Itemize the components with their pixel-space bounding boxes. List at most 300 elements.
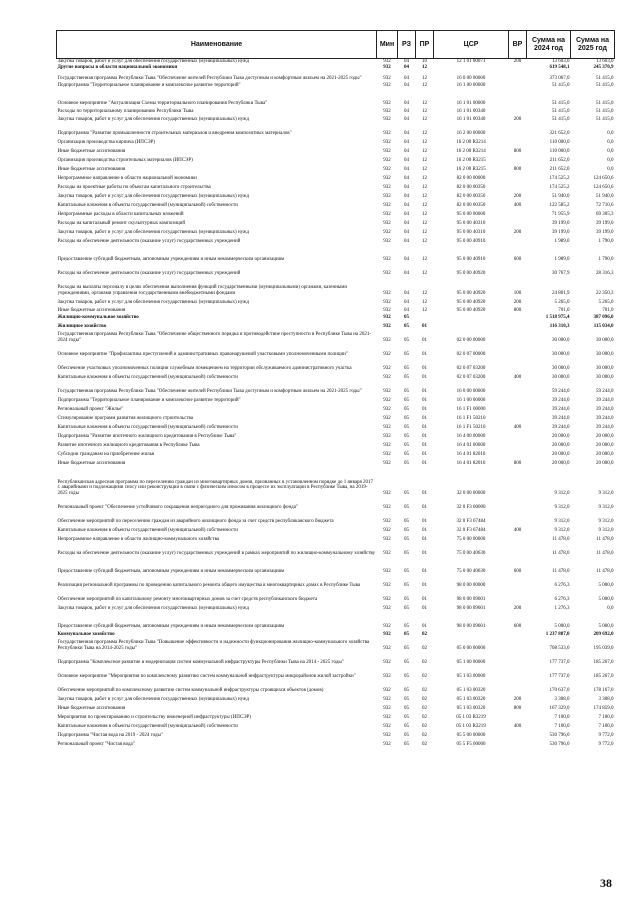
row-min: 932	[383, 697, 391, 702]
table-row	[57, 89, 615, 107]
row-name: Обеспечение мероприятий по переселению граждан из аварийного жилищного фонда за счет средств республиканского бюджета	[57, 519, 334, 524]
table-row	[57, 137, 615, 146]
table-row	[57, 182, 615, 191]
row-min: 932	[383, 212, 391, 217]
row-sum2024: 5 000,0	[554, 624, 570, 629]
row-min: 932	[383, 660, 391, 665]
row-sum2024: 9 312,0	[554, 519, 570, 524]
row-pr: 01	[422, 452, 427, 457]
row-vr	[509, 511, 527, 525]
row-name: Закупка товаров, работ и услуг для обеспечения государственных (муниципальных) нужд	[57, 606, 250, 611]
row-sum2024: 211 652,0	[549, 167, 570, 172]
row-pr: 12	[422, 212, 427, 217]
row-name: Капитальные вложения в объекты государственной (муниципальной) собственности	[57, 425, 238, 430]
row-name: Организация производства строительных материалов (ИПСЭР)	[57, 158, 193, 163]
table-row	[57, 358, 615, 372]
row-rz: 05	[404, 434, 409, 439]
row-sum2025: 30 000,0	[596, 375, 614, 380]
row-sum2024: 373 067,0	[549, 76, 570, 81]
row-rz: 04	[404, 149, 409, 154]
row-csr: 75 0 00 00000	[456, 537, 486, 542]
row-sum2025: 51 415,0	[596, 117, 614, 122]
row-rz: 04	[404, 230, 409, 235]
row-sum2025: 9 312,0	[598, 528, 614, 533]
row-rz: 04	[404, 167, 409, 172]
row-vr	[509, 666, 527, 680]
table-row	[57, 191, 615, 200]
row-csr: 16 1 F1 00000	[456, 407, 486, 412]
row-rz: 05	[404, 674, 409, 679]
row-csr: 05 5 F5 00000	[456, 742, 486, 747]
row-sum2024: 30 000,0	[552, 352, 570, 357]
row-csr: 05 5 00 00000	[456, 733, 486, 738]
row-rz: 05	[404, 389, 409, 394]
row-name: Непрограммные расходы в области капитальных вложений	[57, 212, 184, 217]
row-name: Иные бюджетные ассигнования	[57, 149, 126, 154]
row-sum2025: 5 265,0	[598, 300, 614, 305]
row-sum2025: 0,0	[607, 149, 614, 154]
row-csr: 05 1 00 00000	[456, 660, 486, 665]
table-row	[57, 209, 615, 218]
row-csr	[434, 630, 509, 638]
row-sum2024: 116 310,3	[549, 324, 570, 329]
row-pr: 12	[422, 101, 427, 106]
row-csr: 32 0 F3 67484	[456, 528, 486, 533]
table-row	[57, 431, 615, 440]
row-sum2024: 30 767,9	[552, 271, 570, 276]
row-min: 932	[383, 715, 391, 720]
row-csr: 16 2 00 R3215	[456, 158, 486, 163]
row-sum2024: 9 312,0	[554, 528, 570, 533]
row-sum2024: 321 652,0	[549, 131, 570, 136]
row-rz: 04	[404, 140, 409, 145]
row-min: 932	[383, 291, 391, 296]
row-rz: 05	[404, 724, 409, 729]
row-pr: 01	[422, 583, 427, 588]
row-rz: 04	[404, 308, 409, 313]
row-rz: 05	[404, 352, 409, 357]
row-pr: 12	[422, 230, 427, 235]
row-csr: 98 0 00 09601	[456, 597, 486, 602]
row-vr	[509, 467, 527, 497]
row-sum2024: 7 100,0	[554, 715, 570, 720]
row-pr: 02	[422, 742, 427, 747]
row-csr: 12 1 01 00071	[456, 59, 486, 64]
row-vr	[509, 739, 527, 748]
row-vr: 600	[513, 624, 522, 629]
row-min: 932	[383, 185, 391, 190]
row-vr: 800	[513, 308, 522, 313]
row-rz: 05	[404, 443, 409, 448]
row-sum2025: 245 370,9	[593, 65, 614, 70]
row-csr: 98 0 00 00000	[456, 583, 486, 588]
row-rz: 05	[404, 742, 409, 747]
row-rz: 05	[404, 324, 409, 329]
row-vr: 200	[513, 697, 522, 702]
row-vr	[509, 638, 527, 652]
row-rz: 04	[404, 109, 409, 114]
row-vr	[509, 404, 527, 413]
row-csr: 05 1 03 R3219	[456, 724, 486, 729]
table-row	[57, 372, 615, 381]
row-pr: 12	[422, 291, 427, 296]
row-pr: 01	[422, 505, 427, 510]
row-pr: 01	[422, 606, 427, 611]
row-rz: 04	[404, 194, 409, 199]
table-row	[57, 575, 615, 589]
row-min: 932	[383, 194, 391, 199]
row-vr	[509, 71, 527, 82]
row-sum2025: 39 244,0	[596, 407, 614, 412]
row-csr: 95 0 00 40920	[456, 308, 486, 313]
row-pr: 01	[422, 491, 427, 496]
table-row	[57, 534, 615, 543]
row-rz: 04	[404, 158, 409, 163]
row-csr: 98 0 00 09601	[456, 606, 486, 611]
col-name-header: Наименование	[57, 31, 377, 59]
row-sum2025: 9 312,0	[598, 505, 614, 510]
row-csr	[434, 314, 509, 321]
row-vr	[509, 395, 527, 404]
row-min: 932	[383, 366, 391, 371]
row-min: 932	[383, 140, 391, 145]
budget-sheet	[56, 30, 614, 748]
row-sum2024: 24 801,9	[552, 291, 570, 296]
row-csr: 82 0 00 00350	[456, 194, 486, 199]
row-min: 932	[383, 688, 391, 693]
row-csr: 16 1 00 00000	[456, 398, 486, 403]
row-sum2025: 51 415,0	[596, 83, 614, 88]
row-rz: 05	[404, 452, 409, 457]
row-pr: 12	[422, 76, 427, 81]
row-sum2025: 5 000,0	[598, 597, 614, 602]
row-csr: 16 1 F1 50210	[456, 416, 486, 421]
row-csr: 16 0 00 00000	[456, 389, 486, 394]
row-min: 932	[383, 724, 391, 729]
row-min: 932	[383, 461, 391, 466]
row-csr: 82 0 00 00350	[456, 203, 486, 208]
row-vr	[509, 534, 527, 543]
row-min: 932	[383, 528, 391, 533]
table-row	[57, 200, 615, 209]
row-pr: 12	[422, 239, 427, 244]
row-name: Непрограммное направление в области национальной экономики	[57, 176, 197, 181]
row-sum2024: 59 244,0	[552, 389, 570, 394]
row-vr	[509, 155, 527, 164]
row-name: Капитальные вложения в объекты государственной (муниципальной) собственности	[57, 528, 238, 533]
row-vr	[509, 449, 527, 458]
row-csr: 16 1 01 00340	[456, 109, 486, 114]
row-vr: 800	[513, 149, 522, 154]
row-min: 932	[383, 551, 391, 556]
row-sum2024: 39 199,0	[552, 230, 570, 235]
row-vr	[509, 712, 527, 721]
row-csr: 02 0 07 03200	[456, 375, 486, 380]
row-pr: 01	[422, 551, 427, 556]
row-rz: 04	[404, 176, 409, 181]
row-csr: 05 1 03 R3219	[456, 715, 486, 720]
row-pr: 02	[422, 724, 427, 729]
row-name: Расходы на выплаты персоналу в целях обеспечения выполнения функций государственными (муниципальными) органами, казенными учреждениями, органами управления государственными внебюджетными фондами	[57, 285, 348, 296]
row-pr: 12	[422, 300, 427, 305]
row-vr	[509, 330, 527, 344]
row-csr: 16 4 01 00000	[456, 443, 486, 448]
row-sum2025: 20 000,0	[596, 452, 614, 457]
row-sum2025: 115 034,0	[593, 324, 614, 329]
row-min: 932	[383, 733, 391, 738]
row-vr	[509, 413, 527, 422]
table-body	[57, 59, 615, 748]
row-pr: 02	[422, 715, 427, 720]
row-name: Иные бюджетные ассигнования	[57, 167, 126, 172]
row-sum2024: 177 737,0	[549, 674, 570, 679]
table-row	[57, 458, 615, 467]
row-min: 932	[383, 398, 391, 403]
row-sum2025: 59 244,0	[596, 389, 614, 394]
row-name: Подпрограмма "Комплексное развитие и модернизация систем коммунальной инфраструктуры Республики Тыва на 2014 - 2025 годы"	[57, 660, 344, 665]
row-name: Мероприятия по проектированию и строительству инженерной инфраструктуры (ИПСЭР)	[57, 715, 251, 720]
row-sum2025: 39 244,0	[596, 425, 614, 430]
row-sum2024: 174 525,2	[549, 185, 570, 190]
row-name: Коммунальное хозяйство	[57, 632, 115, 637]
row-sum2025: 39 244,0	[596, 398, 614, 403]
row-min: 932	[383, 646, 391, 651]
table-row	[57, 71, 615, 82]
row-min: 932	[383, 167, 391, 172]
row-min: 932	[383, 324, 391, 329]
row-sum2024: 701,0	[558, 308, 570, 313]
row-name: Закупка товаров, работ и услуг для обеспечения государственных (муниципальных) нужд	[57, 59, 250, 64]
row-name: Подпрограмма "Территориальное планирование и комплексное развитие территорий"	[57, 398, 241, 403]
row-vr	[509, 321, 527, 330]
row-pr: 10	[422, 59, 427, 64]
table-row	[57, 123, 615, 137]
table-row	[57, 245, 615, 263]
row-csr: 16 2 00 R3215	[456, 167, 486, 172]
row-sum2025: 0,0	[607, 158, 614, 163]
row-name: Развитие ипотечного жилищного кредитования в Республике Тыва	[57, 443, 200, 448]
row-rz: 05	[404, 715, 409, 720]
row-sum2024: 11 478,0	[552, 551, 570, 556]
row-min: 932	[383, 597, 391, 602]
row-name: Государственная программа Республики Тыва "Обеспечение общественного порядка и противодействие преступности в Республике Тыва на 2021-2024 годы"	[57, 332, 371, 343]
row-vr	[509, 263, 527, 277]
row-csr: 95 0 00 40310	[456, 221, 486, 226]
row-rz: 05	[404, 706, 409, 711]
row-min: 932	[383, 83, 391, 88]
row-name: Предоставление субсидий бюджетным, автономным учреждениям и иным некоммерческим организациям	[57, 257, 285, 262]
row-vr	[509, 82, 527, 89]
table-row	[57, 227, 615, 236]
row-min: 932	[383, 375, 391, 380]
row-min: 932	[383, 583, 391, 588]
row-name: Государственная программа Республики Тыва "Обеспечение жителей Республики Тыва доступным и комфортным жильем на 2021-2025 годы"	[57, 389, 362, 394]
row-name: Иные бюджетные ассигнования	[57, 461, 126, 466]
row-sum2024: 51 415,0	[552, 117, 570, 122]
row-csr: 16 1 01 00340	[456, 117, 486, 122]
row-vr	[509, 344, 527, 358]
row-sum2025: 209 692,0	[593, 632, 614, 637]
row-pr: 12	[422, 65, 427, 70]
table-row	[57, 404, 615, 413]
row-csr: 02 0 07 03200	[456, 366, 486, 371]
row-sum2025: 174 859,0	[593, 706, 614, 711]
row-pr: 01	[422, 407, 427, 412]
row-min: 932	[383, 300, 391, 305]
row-pr: 01	[422, 338, 427, 343]
row-sum2025: 30 000,0	[596, 352, 614, 357]
table-row	[57, 712, 615, 721]
row-vr	[509, 209, 527, 218]
row-name: Закупка товаров, работ и услуг для обеспечения государственных (муниципальных) нужд	[57, 300, 250, 305]
table-row	[57, 703, 615, 712]
row-name: Непрограммное направление в области жилищно-коммунального хозяйства	[57, 537, 220, 542]
table-row	[57, 413, 615, 422]
row-sum2024: 71 955,9	[552, 212, 570, 217]
row-vr: 200	[513, 606, 522, 611]
col-sum2025-header: Сумма на 2025 год	[571, 31, 615, 59]
row-sum2024: 122 585,2	[549, 203, 570, 208]
row-vr: 200	[513, 117, 522, 122]
row-min: 932	[383, 65, 391, 70]
row-name: Организация производства кирпича (ИПСЭР)	[57, 140, 155, 145]
row-pr: 12	[422, 158, 427, 163]
table-row	[57, 497, 615, 511]
row-sum2025: 11 478,0	[596, 551, 614, 556]
row-min: 932	[383, 674, 391, 679]
table-row	[57, 115, 615, 123]
row-pr: 01	[422, 366, 427, 371]
row-vr	[509, 543, 527, 557]
row-vr	[509, 381, 527, 395]
row-name: Субсидии гражданам на приобретение жилья	[57, 452, 155, 457]
row-sum2025: 3 308,0	[598, 697, 614, 702]
row-vr	[509, 652, 527, 666]
page-number: 38	[600, 876, 612, 890]
row-min: 932	[383, 519, 391, 524]
row-vr: 600	[513, 569, 522, 574]
row-pr: 12	[422, 221, 427, 226]
table-row	[57, 603, 615, 612]
row-sum2025: 178 167,0	[593, 688, 614, 693]
row-csr	[434, 321, 509, 330]
row-csr: 16 0 00 00000	[456, 76, 486, 81]
row-sum2025: 9 772,0	[598, 742, 614, 747]
row-min: 932	[383, 338, 391, 343]
row-min: 932	[383, 176, 391, 181]
table-row	[57, 440, 615, 449]
row-min: 932	[383, 452, 391, 457]
row-sum2025: 387 096,0	[593, 315, 614, 320]
row-csr: 16 2 00 R3214	[456, 149, 486, 154]
row-name: Другие вопросы в области национальной экономики	[57, 65, 178, 70]
table-row	[57, 589, 615, 603]
row-min: 932	[383, 221, 391, 226]
row-csr: 32 0 F3 67484	[456, 519, 486, 524]
table-row	[57, 395, 615, 404]
row-sum2024: 9 312,0	[554, 505, 570, 510]
table-row	[57, 557, 615, 575]
row-rz: 05	[404, 375, 409, 380]
row-pr: 12	[422, 257, 427, 262]
table-row	[57, 277, 615, 297]
row-name: Капитальные вложения в объекты государственной (муниципальной) собственности	[57, 375, 238, 380]
row-pr: 12	[422, 167, 427, 172]
row-sum2025: 30 000,0	[596, 338, 614, 343]
row-sum2024: 20 000,0	[552, 443, 570, 448]
row-csr: 95 0 00 40920	[456, 291, 486, 296]
table-row	[57, 218, 615, 227]
row-csr: 32 0 F3 00000	[456, 505, 486, 510]
row-vr: 400	[513, 375, 522, 380]
row-min: 932	[383, 257, 391, 262]
row-pr: 01	[422, 569, 427, 574]
row-sum2024: 51 415,0	[552, 83, 570, 88]
row-sum2025: 39 199,0	[596, 221, 614, 226]
col-min-header: Мин	[377, 31, 398, 59]
row-name: Жилищно-коммунальное хозяйство	[57, 315, 139, 320]
row-sum2025: 51 415,0	[596, 76, 614, 81]
row-csr: 16 4 01 82010	[456, 461, 486, 466]
row-rz: 04	[404, 257, 409, 262]
row-vr	[509, 730, 527, 739]
row-rz: 05	[404, 632, 409, 637]
row-sum2025: 20 000,0	[596, 461, 614, 466]
row-min: 932	[383, 742, 391, 747]
row-sum2024: 170 637,0	[549, 688, 570, 693]
row-pr: 12	[422, 308, 427, 313]
table-row	[57, 652, 615, 666]
row-pr: 12	[422, 176, 427, 181]
row-csr: 16 2 00 R3214	[456, 140, 486, 145]
row-pr: 02	[422, 674, 427, 679]
row-vr	[509, 358, 527, 372]
row-sum2024: 6 276,3	[554, 583, 570, 588]
row-sum2024: 167 329,0	[549, 706, 570, 711]
row-pr: 12	[422, 203, 427, 208]
row-sum2025: 185 267,0	[593, 660, 614, 665]
row-pr: 12	[422, 83, 427, 88]
row-vr	[509, 497, 527, 511]
row-sum2025: 5 000,0	[598, 583, 614, 588]
table-row	[57, 155, 615, 164]
row-name: Обеспечение мероприятий по капитальному ремонту многоквартирных домов за счет средств республиканского бюджета	[57, 597, 318, 602]
row-name: Предоставление субсидий бюджетным, автономным учреждениям и иным некоммерческим организациям	[57, 624, 285, 629]
row-min: 932	[383, 632, 391, 637]
row-pr: 12	[422, 194, 427, 199]
row-sum2024: 20 000,0	[552, 452, 570, 457]
row-min: 932	[383, 315, 391, 320]
row-min: 932	[383, 230, 391, 235]
row-vr	[509, 589, 527, 603]
row-pr: 12	[422, 271, 427, 276]
row-sum2025: 69 305,3	[596, 212, 614, 217]
row-min: 932	[383, 59, 391, 64]
row-csr: 95 0 00 40910	[456, 257, 486, 262]
row-sum2025: 5 000,0	[598, 624, 614, 629]
row-vr: 400	[513, 425, 522, 430]
row-pr: 01	[422, 398, 427, 403]
row-name: Подпрограмма "Развитие ипотечного жилищного кредитования в Республике Тыва"	[57, 434, 237, 439]
row-sum2024: 39 199,0	[552, 221, 570, 226]
row-sum2025: 11 478,0	[596, 569, 614, 574]
row-min: 932	[383, 706, 391, 711]
row-vr	[509, 137, 527, 146]
row-vr: 800	[513, 706, 522, 711]
row-pr: 12	[422, 109, 427, 114]
row-sum2024: 7 100,0	[554, 724, 570, 729]
row-pr: 02	[422, 697, 427, 702]
